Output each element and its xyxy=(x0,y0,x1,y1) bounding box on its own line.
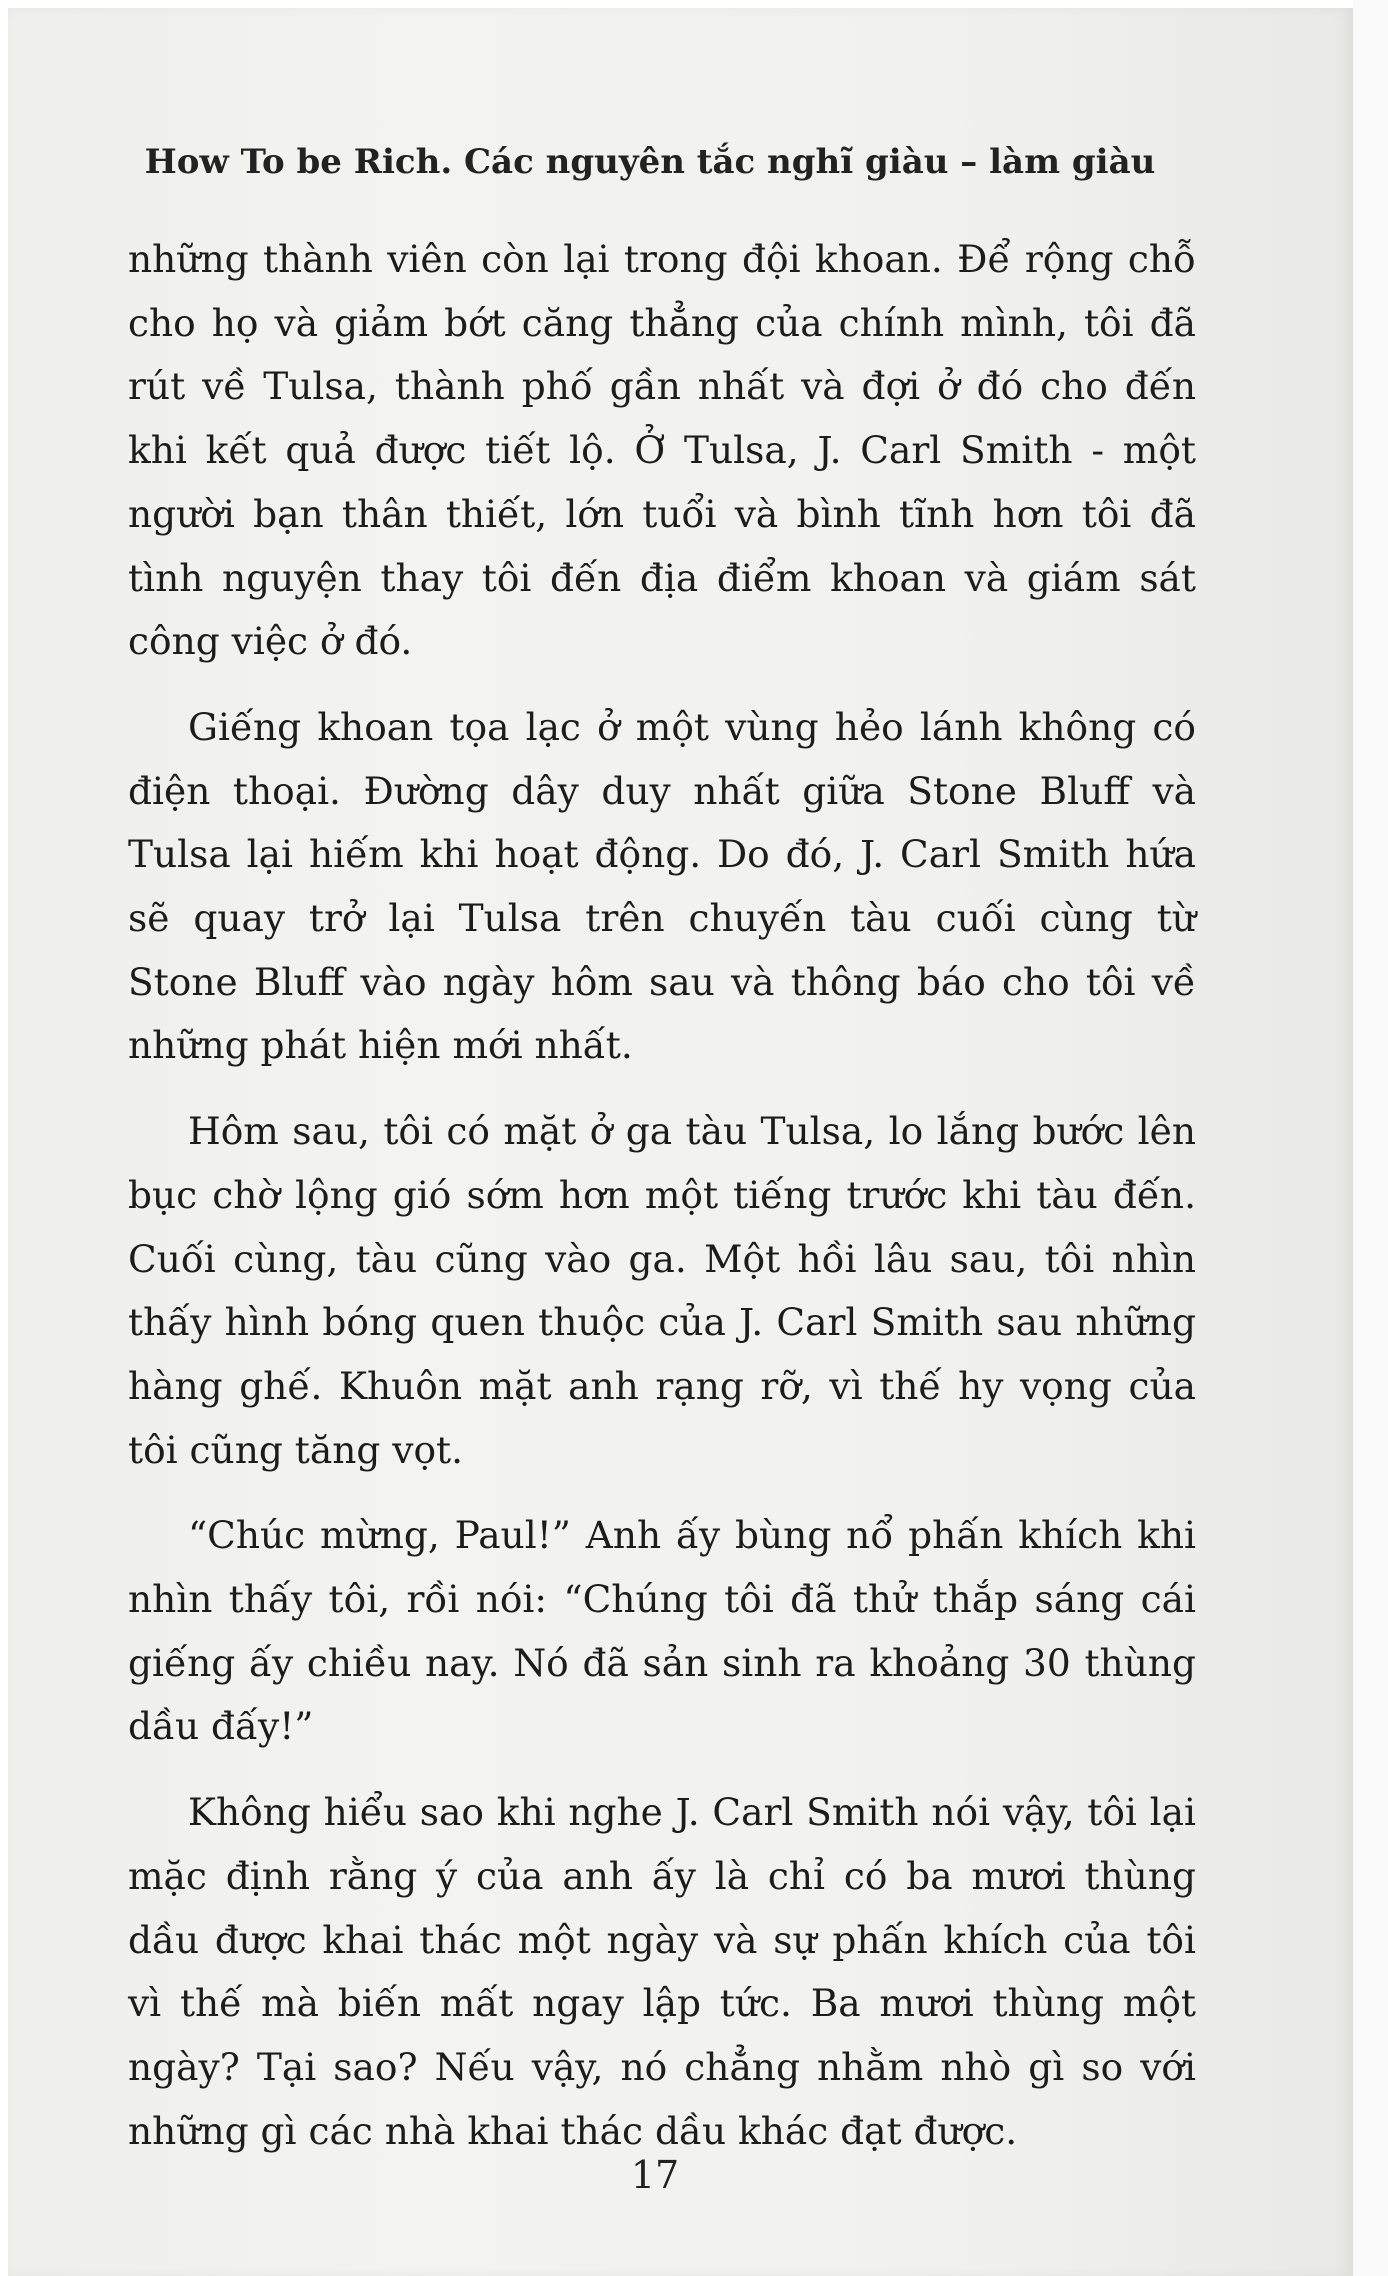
paragraph-3: Hôm sau, tôi có mặt ở ga tàu Tulsa, lo lắng bước lên bục chờ lộng gió sớm hơn một tiếng trước khi tàu đến. Cuối cùng, tàu cũng vào ga. Một hồi lâu sau, tôi nhìn thấy hình bóng quen thuộc của J. Carl Smith sau những hàng ghế. Khuôn mặt anh rạng rỡ, vì thế hy vọng của tôi cũng tăng vọt. xyxy=(128,1109,1196,1472)
page-number: 17 xyxy=(630,2153,680,2197)
paragraph-2: Giếng khoan tọa lạc ở một vùng hẻo lánh không có điện thoại. Đường dây duy nhất giữa Stone Bluff và Tulsa lại hiếm khi hoạt động. Do đó, J. Carl Smith hứa sẽ quay trở lại Tulsa trên chuyến tàu cuối cùng từ Stone Bluff vào ngày hôm sau và thông báo cho tôi về những phát hiện mới nhất. xyxy=(128,704,1196,1068)
page-margin xyxy=(1353,0,1388,2276)
body-text xyxy=(128,228,1196,2185)
paragraph-1: những thành viên còn lại trong đội khoan. Để rộng chỗ cho họ và giảm bớt căng thẳng của chính mình, tôi đã rút về Tulsa, thành phố gần nhất và đợi ở đó cho đến khi kết quả được tiết lộ. Ở Tulsa, J. Carl Smith - một người bạn thân thiết, lớn tuổi và bình tĩnh hơn tôi đã tình nguyện thay tôi đến địa điểm khoan và giám sát công việc ở đó. xyxy=(128,237,1196,664)
paragraph-5: Không hiểu sao khi nghe J. Carl Smith nói vậy, tôi lại mặc định rằng ý của anh ấy là chỉ có ba mươi thùng dầu được khai thác một ngày và sự phấn khích của tôi vì thế mà biến mất ngay lập tức. Ba mươi thùng một ngày? Tại sao? Nếu vậy, nó chẳng nhằm nhò gì so với những gì các nhà khai thác dầu khác đạt được. xyxy=(128,1790,1196,2153)
paragraph-4: “Chúc mừng, Paul!” Anh ấy bùng nổ phấn khích khi nhìn thấy tôi, rồi nói: “Chúng tôi đã thử thắp sáng cái giếng ấy chiều nay. Nó đã sản sinh ra khoảng 30 thùng dầu đấy!” xyxy=(128,1513,1196,1749)
running-header: How To be Rich. Các nguyên tắc nghĩ giàu – làm giàu xyxy=(144,142,1156,182)
